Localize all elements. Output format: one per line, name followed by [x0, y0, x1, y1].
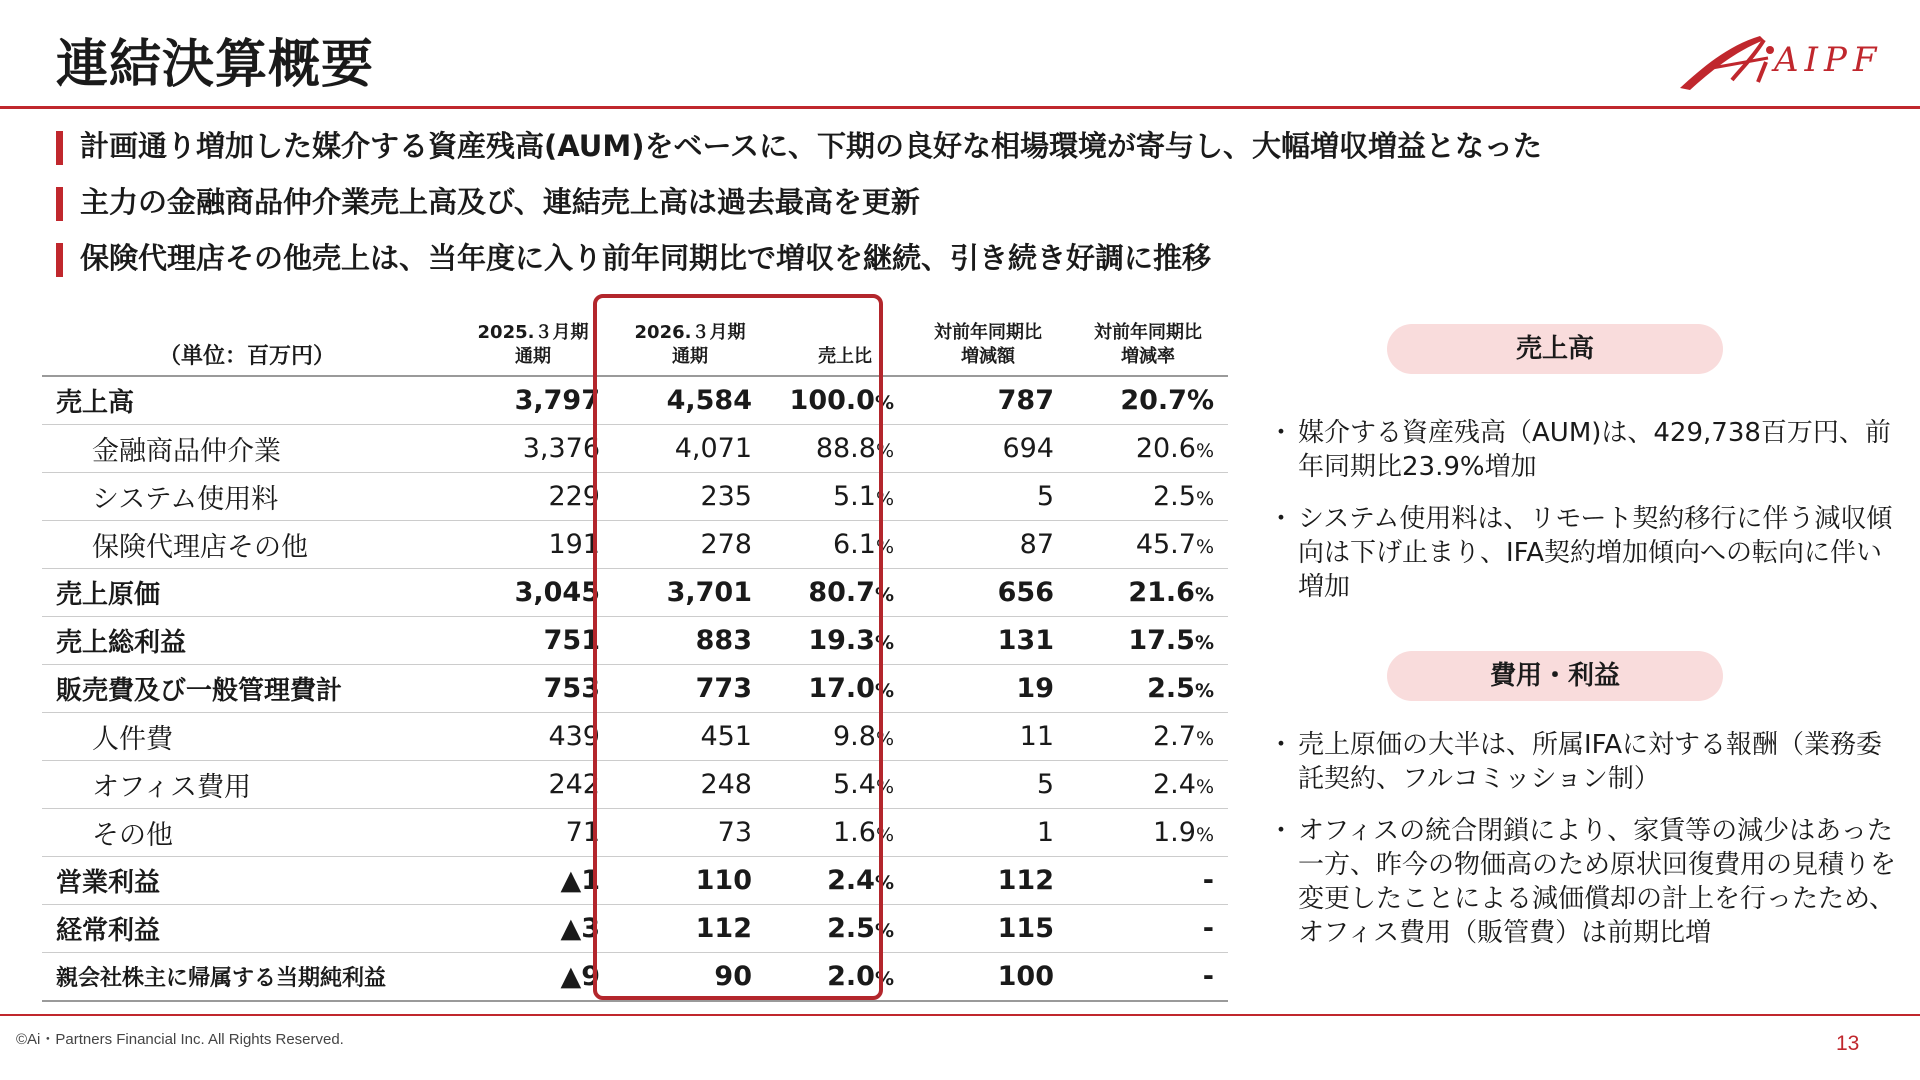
- cell-ratio: [766, 521, 908, 569]
- unit-label: （単位：百万円）: [158, 344, 335, 369]
- row-label: 営業利益: [42, 857, 452, 905]
- cell-curr: 248: [614, 761, 766, 809]
- ratio-value: 100.0: [789, 385, 875, 416]
- table-row: [42, 376, 1228, 425]
- rate-value: 45.7: [1135, 529, 1196, 560]
- list-item: ・ オフィスの統合閉鎖により、家賃等の減少はあった一方、昨今の物価高のため原状回復費用の見積りを変更したことによる減価償却の計上を行ったため、オフィス費用（販管費）は前期比増: [1268, 814, 1908, 950]
- cell-curr: 278: [614, 521, 766, 569]
- table-row: [42, 617, 1228, 665]
- percent-sign: %: [1194, 584, 1214, 606]
- ratio-value: 88.8: [815, 433, 876, 464]
- percent-sign: %: [874, 632, 894, 654]
- cell-rate: [1068, 473, 1228, 521]
- cell-rate: [1068, 713, 1228, 761]
- headline-item: 主力の金融商品仲介業売上高及び、連結売上高は過去最高を更新: [56, 182, 1542, 238]
- table-row: [42, 809, 1228, 857]
- header-rate-line1: 対前年同期比: [1094, 322, 1202, 343]
- percent-sign: %: [874, 920, 894, 942]
- percent-sign: %: [875, 824, 894, 846]
- cell-ratio: [766, 376, 908, 425]
- rate-value: 1.9: [1152, 817, 1196, 848]
- percent-sign: %: [874, 680, 894, 702]
- cell-curr: 73: [614, 809, 766, 857]
- percent-sign: %: [1195, 824, 1214, 846]
- percent-sign: %: [875, 488, 894, 510]
- cell-rate: [1068, 521, 1228, 569]
- ratio-value: 2.0: [827, 961, 875, 992]
- cell-curr: 90: [614, 953, 766, 1002]
- table-header-row: [42, 306, 1228, 376]
- list-item: ・ 売上原価の大半は、所属IFAに対する報酬（業務委託契約、フルコミッション制）: [1268, 728, 1908, 796]
- percent-sign: %: [1195, 488, 1214, 510]
- cell-ratio: [766, 425, 908, 473]
- cell-diff: 5: [908, 761, 1068, 809]
- cell-prev: ▲9: [452, 953, 614, 1002]
- ratio-value: 17.0: [808, 673, 875, 704]
- cell-prev: ▲1: [452, 857, 614, 905]
- percent-sign: %: [1195, 728, 1214, 750]
- percent-sign: %: [1195, 440, 1214, 462]
- cell-curr: 112: [614, 905, 766, 953]
- cell-curr: 4,071: [614, 425, 766, 473]
- cell-diff: 694: [908, 425, 1068, 473]
- cell-prev: 71: [452, 809, 614, 857]
- table-row: [42, 713, 1228, 761]
- header-curr-period: [614, 306, 766, 376]
- cell-rate: [1068, 905, 1228, 953]
- table-row: [42, 473, 1228, 521]
- row-label: 売上高: [42, 376, 452, 425]
- header-curr-line2: 通期: [672, 346, 708, 367]
- row-label: 保険代理店その他: [42, 521, 452, 569]
- cell-ratio: [766, 617, 908, 665]
- ratio-value: 1.6: [832, 817, 876, 848]
- cell-ratio: [766, 857, 908, 905]
- rate-value: 2.4: [1152, 769, 1196, 800]
- table-row: [42, 521, 1228, 569]
- cell-ratio: [766, 713, 908, 761]
- rate-value: 17.5: [1128, 625, 1195, 656]
- ratio-value: 80.7: [808, 577, 875, 608]
- cell-rate: [1068, 569, 1228, 617]
- table-row: [42, 953, 1228, 1002]
- table-row: [42, 665, 1228, 713]
- cell-diff: 656: [908, 569, 1068, 617]
- cell-prev: 439: [452, 713, 614, 761]
- cell-diff: 11: [908, 713, 1068, 761]
- row-label: オフィス費用: [42, 761, 452, 809]
- row-label: 親会社株主に帰属する当期純利益: [42, 953, 452, 1002]
- header-rate-line2: 増減率: [1121, 346, 1175, 367]
- cell-rate: [1068, 809, 1228, 857]
- cell-rate: [1068, 761, 1228, 809]
- table-row: [42, 425, 1228, 473]
- cell-ratio: [766, 761, 908, 809]
- rate-value: 2.5: [1147, 673, 1195, 704]
- cell-prev: 229: [452, 473, 614, 521]
- cell-ratio: [766, 473, 908, 521]
- percent-sign: %: [875, 776, 894, 798]
- sales-bullet-list: [1268, 416, 1908, 622]
- ratio-value: 19.3: [808, 625, 875, 656]
- cell-rate: [1068, 953, 1228, 1002]
- ratio-value: 9.8: [832, 721, 876, 752]
- footer-rule: [0, 1014, 1920, 1016]
- cell-diff: 115: [908, 905, 1068, 953]
- row-label: 経常利益: [42, 905, 452, 953]
- row-label: 人件費: [42, 713, 452, 761]
- cell-prev: 751: [452, 617, 614, 665]
- cell-ratio: [766, 569, 908, 617]
- cell-curr: 773: [614, 665, 766, 713]
- table-row: [42, 761, 1228, 809]
- logo-text: AIPF: [1774, 40, 1883, 80]
- cell-prev: 3,045: [452, 569, 614, 617]
- rate-value: 2.7: [1152, 721, 1196, 752]
- cell-prev: 3,376: [452, 425, 614, 473]
- header-prev-line1: 2025.３月期: [477, 322, 589, 343]
- row-label: その他: [42, 809, 452, 857]
- percent-sign: %: [874, 392, 894, 414]
- percent-sign: %: [874, 872, 894, 894]
- title-rule: [0, 106, 1920, 109]
- cell-diff: 1: [908, 809, 1068, 857]
- header-diff-line2: 増減額: [961, 346, 1015, 367]
- cell-diff: 87: [908, 521, 1068, 569]
- cell-curr: 110: [614, 857, 766, 905]
- rate-value: 2.5: [1152, 481, 1196, 512]
- header-diff-line1: 対前年同期比: [934, 322, 1042, 343]
- cell-prev: 242: [452, 761, 614, 809]
- ratio-value: 5.4: [832, 769, 876, 800]
- ratio-value: 2.4: [827, 865, 875, 896]
- rate-value: 20.6: [1135, 433, 1196, 464]
- rate-value: -: [1202, 865, 1214, 896]
- financial-summary-table: [42, 306, 1228, 1002]
- cell-curr: 451: [614, 713, 766, 761]
- header-diff: [908, 306, 1068, 376]
- cell-curr: 883: [614, 617, 766, 665]
- row-label: 販売費及び一般管理費計: [42, 665, 452, 713]
- cell-prev: 191: [452, 521, 614, 569]
- header-curr-line1: 2026.３月期: [634, 322, 746, 343]
- cell-prev: 753: [452, 665, 614, 713]
- cell-diff: 5: [908, 473, 1068, 521]
- table-row: [42, 569, 1228, 617]
- cell-ratio: [766, 809, 908, 857]
- percent-sign: %: [875, 536, 894, 558]
- row-label: 金融商品仲介業: [42, 425, 452, 473]
- rate-value: -: [1202, 913, 1214, 944]
- cell-ratio: [766, 905, 908, 953]
- header-prev-line2: 通期: [515, 346, 551, 367]
- percent-sign: %: [875, 440, 894, 462]
- headline-item: 計画通り増加した媒介する資産残高(AUM)をベースに、下期の良好な相場環境が寄与し、大幅増収増益となった: [56, 126, 1542, 182]
- cost-section-label: 費用・利益: [1387, 651, 1723, 701]
- cell-curr: 4,584: [614, 376, 766, 425]
- cell-curr: 235: [614, 473, 766, 521]
- page-title: 連結決算概要: [56, 35, 375, 95]
- ratio-value: 2.5: [827, 913, 875, 944]
- headline-list: [56, 126, 1542, 294]
- header-prev-period: [452, 306, 614, 376]
- header-rate: [1068, 306, 1228, 376]
- cell-diff: 112: [908, 857, 1068, 905]
- percent-sign: %: [1195, 536, 1214, 558]
- list-item: ・ システム使用料は、リモート契約移行に伴う減収傾向は下げ止まり、IFA契約増加傾向への転向に伴い増加: [1268, 502, 1908, 604]
- percent-sign: %: [875, 728, 894, 750]
- headline-item: 保険代理店その他売上は、当年度に入り前年同期比で増収を継続、引き続き好調に推移: [56, 238, 1542, 294]
- percent-sign: %: [874, 584, 894, 606]
- cell-rate: [1068, 425, 1228, 473]
- table-row: [42, 905, 1228, 953]
- percent-sign: %: [874, 968, 894, 990]
- table-row: [42, 857, 1228, 905]
- cell-rate: [1068, 857, 1228, 905]
- ratio-value: 5.1: [832, 481, 876, 512]
- row-label: システム使用料: [42, 473, 452, 521]
- copyright-notice: ©Ai・Partners Financial Inc. All Rights Reserved.: [16, 1031, 344, 1048]
- cell-diff: 787: [908, 376, 1068, 425]
- cell-prev: ▲3: [452, 905, 614, 953]
- cell-prev: 3,797: [452, 376, 614, 425]
- percent-sign: %: [1195, 776, 1214, 798]
- rate-value: 20.7%: [1120, 385, 1214, 416]
- cell-curr: 3,701: [614, 569, 766, 617]
- cost-bullet-list: [1268, 728, 1908, 968]
- cell-ratio: [766, 953, 908, 1002]
- percent-sign: %: [1194, 632, 1214, 654]
- rate-value: -: [1202, 961, 1214, 992]
- cell-diff: 19: [908, 665, 1068, 713]
- sales-section-label: 売上高: [1387, 324, 1723, 374]
- cell-rate: [1068, 617, 1228, 665]
- rate-value: 21.6: [1128, 577, 1195, 608]
- cell-diff: 131: [908, 617, 1068, 665]
- list-item: ・ 媒介する資産残高（AUM)は、429,738百万円、前年同期比23.9%増加: [1268, 416, 1908, 484]
- header-ratio: 売上比: [818, 346, 872, 367]
- cell-diff: 100: [908, 953, 1068, 1002]
- table-body: [42, 376, 1228, 1001]
- cell-ratio: [766, 665, 908, 713]
- row-label: 売上総利益: [42, 617, 452, 665]
- cell-rate: [1068, 665, 1228, 713]
- percent-sign: %: [1194, 680, 1214, 702]
- ratio-value: 6.1: [832, 529, 876, 560]
- row-label: 売上原価: [42, 569, 452, 617]
- page-number: 13: [1836, 1032, 1860, 1055]
- cell-rate: [1068, 376, 1228, 425]
